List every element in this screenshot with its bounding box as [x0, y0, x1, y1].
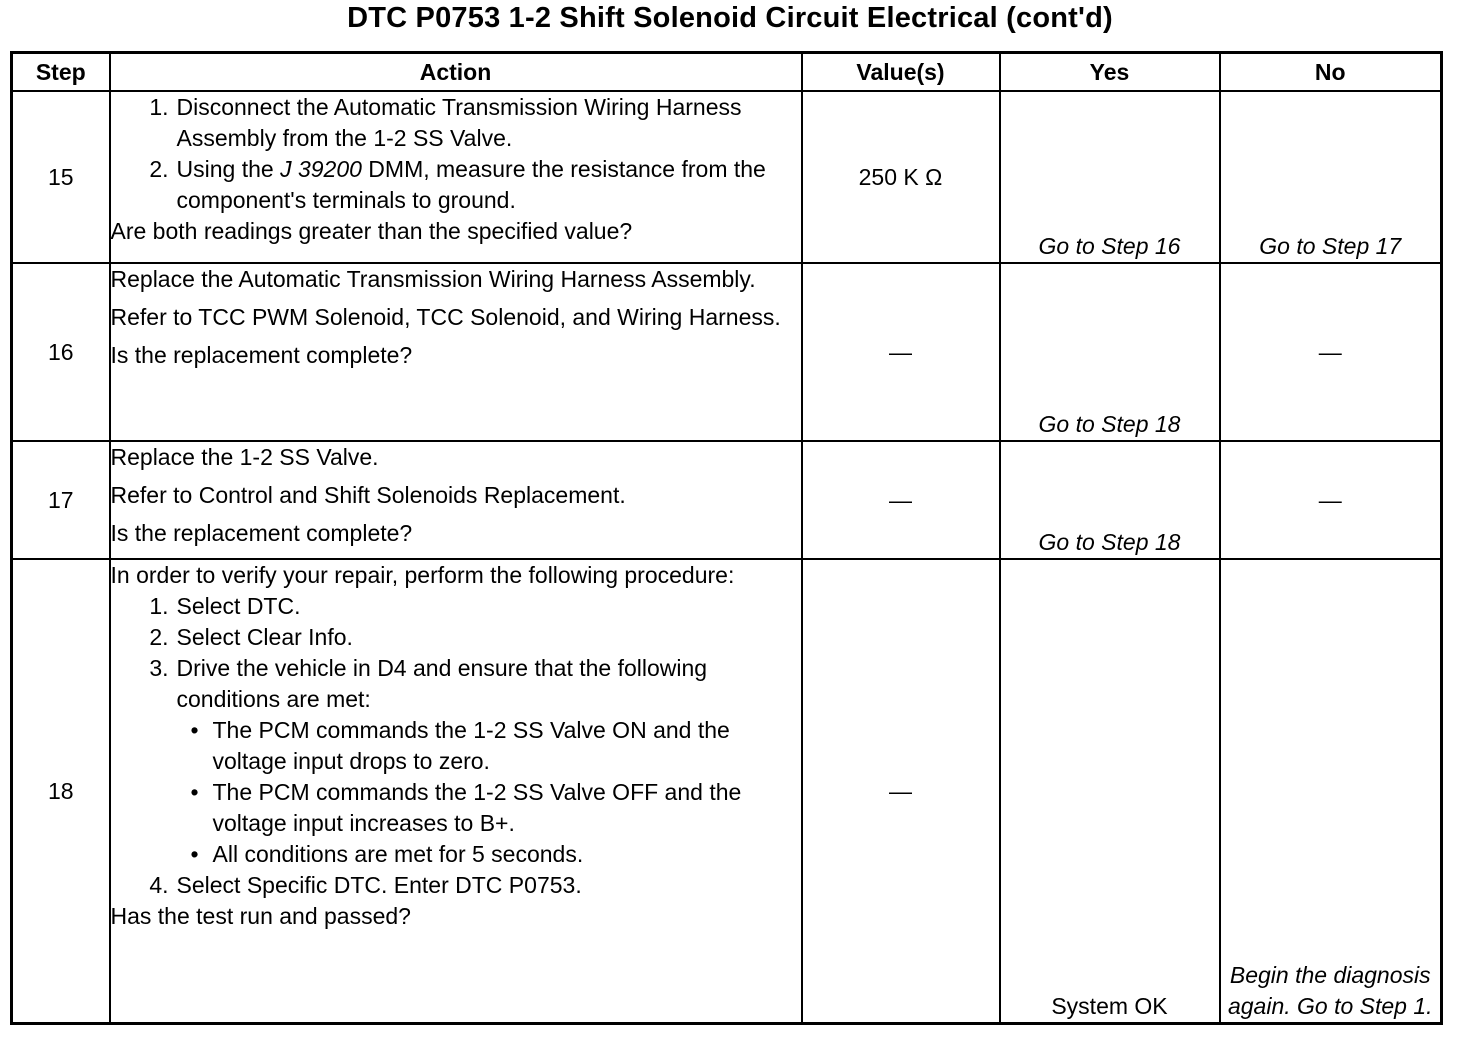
item-text: Select Specific DTC. Enter DTC P0753.: [176, 872, 582, 898]
step-number: 17: [12, 441, 110, 559]
header-no: No: [1220, 53, 1442, 92]
action-question: Is the replacement complete?: [110, 520, 413, 546]
bullet-icon: •: [190, 717, 199, 743]
step-number: 18: [12, 559, 110, 1024]
header-step: Step: [12, 53, 110, 92]
table-row: [12, 91, 1442, 263]
item-number: 1.: [149, 94, 169, 120]
no-cell: Go to Step 17: [1220, 91, 1442, 263]
item-text-composite: [177, 154, 801, 216]
bullet-item: [111, 777, 801, 839]
action-reference: Refer to Control and Shift Solenoids Replacement.: [110, 482, 626, 508]
item-text: Drive the vehicle in D4 and ensure that the following conditions are met:: [176, 655, 708, 712]
bullet-text: The PCM commands the 1-2 SS Valve OFF and the voltage input increases to B+.: [212, 779, 742, 836]
header-row: [12, 53, 1442, 92]
action-item: [111, 653, 801, 715]
header-yes: Yes: [1000, 53, 1220, 92]
action-cell: [110, 441, 802, 559]
page-title: DTC P0753 1-2 Shift Solenoid Circuit Electrical (cont'd): [347, 2, 1113, 34]
item-number: 4.: [149, 872, 169, 898]
bullet-icon: •: [190, 841, 199, 867]
value-cell: 250 K Ω: [802, 91, 1000, 263]
action-text: Replace the Automatic Transmission Wiring Harness Assembly.: [110, 266, 756, 292]
item-text: Select Clear Info.: [176, 624, 353, 650]
yes-cell: Go to Step 18: [1000, 263, 1220, 441]
header-value: Value(s): [802, 53, 1000, 92]
item-number: 2.: [149, 624, 169, 650]
action-question: Are both readings greater than the specified value?: [110, 218, 633, 244]
item-number: 3.: [149, 655, 169, 681]
action-reference: Refer to TCC PWM Solenoid, TCC Solenoid, and Wiring Harness.: [110, 304, 781, 330]
bullet-item: [111, 715, 801, 777]
item-number: 1.: [149, 593, 169, 619]
item-text: Disconnect the Automatic Transmission Wiring Harness Assembly from the 1-2 SS Valve.: [176, 94, 742, 151]
header-action: Action: [110, 53, 802, 92]
action-item: [111, 622, 801, 653]
yes-cell: System OK: [1000, 559, 1220, 1024]
yes-cell: Go to Step 18: [1000, 441, 1220, 559]
bullet-text: All conditions are met for 5 seconds.: [212, 841, 584, 867]
bullet-icon: •: [190, 779, 199, 805]
action-item: [111, 870, 801, 901]
item-text: Select DTC.: [176, 593, 301, 619]
step-number: 15: [12, 91, 110, 263]
no-cell: —: [1220, 263, 1442, 441]
value-cell: —: [802, 263, 1000, 441]
action-text: Replace the 1-2 SS Valve.: [110, 444, 379, 470]
table-row: [12, 441, 1442, 559]
action-question: Is the replacement complete?: [110, 342, 413, 368]
no-cell: —: [1220, 441, 1442, 559]
action-question: Has the test run and passed?: [110, 903, 411, 929]
action-item: [111, 154, 801, 216]
value-cell: —: [802, 559, 1000, 1024]
action-cell: [110, 91, 802, 263]
action-cell: [110, 559, 802, 1024]
diagnostic-table: [10, 51, 1443, 1025]
item-text-post: DMM, measure the resistance from the component's terminals to ground.: [176, 156, 766, 213]
action-item: [111, 591, 801, 622]
step-number: 16: [12, 263, 110, 441]
yes-cell: Go to Step 16: [1000, 91, 1220, 263]
table-row: [12, 559, 1442, 1024]
tool-name: J 39200: [280, 156, 362, 182]
no-cell: Begin the diagnosis again. Go to Step 1.: [1220, 559, 1442, 1024]
action-cell: [110, 263, 802, 441]
action-item: [111, 92, 801, 154]
table-row: [12, 263, 1442, 441]
bullet-text: The PCM commands the 1-2 SS Valve ON and the voltage input drops to zero.: [212, 717, 730, 774]
item-text-pre: Using the: [176, 156, 281, 182]
action-intro: In order to verify your repair, perform the following procedure:: [110, 562, 735, 588]
value-cell: —: [802, 441, 1000, 559]
bullet-item: [111, 839, 801, 870]
item-number: 2.: [149, 156, 169, 182]
